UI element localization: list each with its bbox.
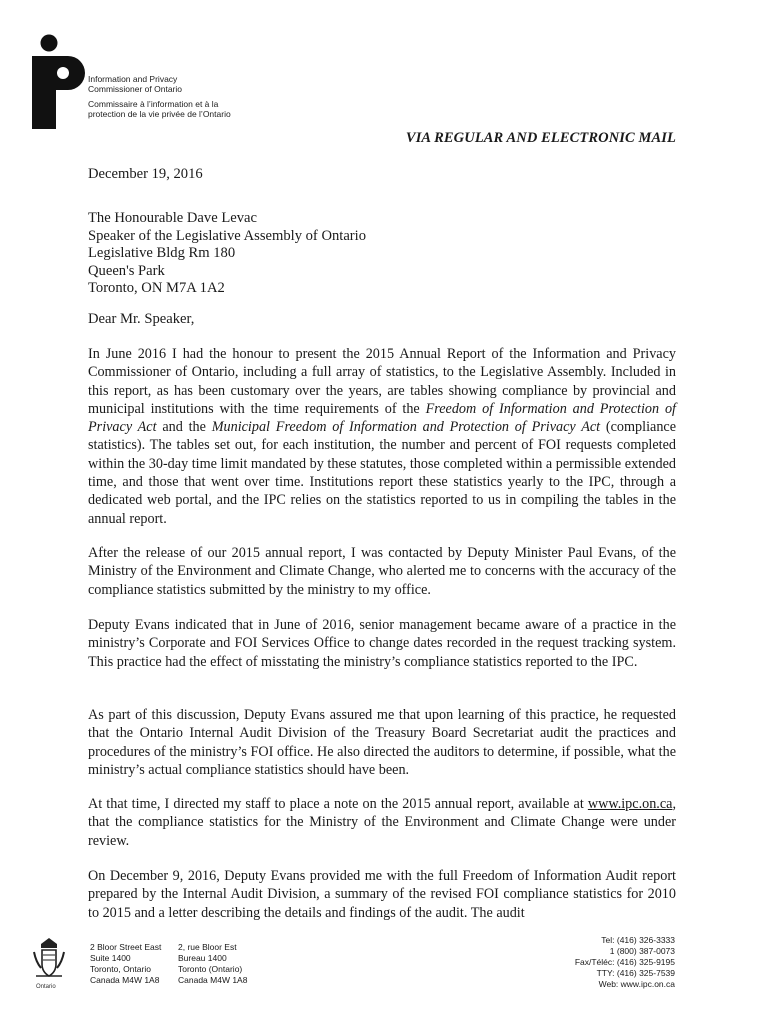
salutation: Dear Mr. Speaker,: [88, 311, 195, 327]
paragraph-6: On December 9, 2016, Deputy Evans provided me with the full Freedom of Information Audit report prepared by the Internal Audit Division, a summary of the revised FOI compliance statistics for 2010 to 2015 and a letter describing the details and findings of the audit. The audit: [88, 868, 676, 921]
recipient-address-line2: Queen's Park: [88, 262, 165, 279]
recipient-name: The Honourable Dave Levac: [88, 210, 257, 226]
fippa-act-title: Freedom of Information and Protection of Privacy Act: [88, 400, 677, 436]
paragraph-1-text-c: (compliance statistics). The tables set out, for each institution, the number and percent of FOI requests completed within the 30-day time limit mandated by these statutes, those completed within a permissible extended time, and those that went over time. Institutions report these statistics yearly to the IPC, through a dedicated web portal, and the IPC relies on the statistics reported to us in compiling the tables in the annual report.: [88, 419, 677, 527]
recipient-address: [88, 210, 366, 298]
footer-address-en-line: Canada M4W 1A8: [90, 975, 160, 985]
footer-address-en-line: Toronto, Ontario: [90, 964, 151, 974]
crest-label: Ontario: [36, 984, 56, 990]
paragraph-4: As part of this discussion, Deputy Evans assured me that upon learning of this practice, he requested that the Ontario Internal Audit Division of the Treasury Board Secretariat audit the practices and procedures of the ministry’s FOI office. He also directed the auditors to determine, if possible, what the ministry’s actual compliance statistics should have been.: [88, 707, 676, 778]
footer-address-fr-line: Toronto (Ontario): [178, 964, 243, 974]
paragraph-2: After the release of our 2015 annual report, I was contacted by Deputy Minister Paul Evans, of the Ministry of the Environment and Climate Change, who alerted me to concerns with the accuracy of the compliance statistics submitted by the ministry to my office.: [88, 545, 676, 598]
paragraph-1-text-a: In June 2016 I had the honour to present the 2015 Annual Report of the Information and Privacy Commissioner of Ontario, including a full array of statistics, to the Legislative Assembly. Included in this report, as has been customary over the years, are tables showing compliance by provincial and municipal institutions with the time requirements of the: [88, 346, 676, 417]
paragraph-5: [88, 795, 676, 850]
org-name-fr-line2: protection de la vie privée de l’Ontario: [88, 109, 231, 119]
recipient-title: Speaker of the Legislative Assembly of Ontario: [88, 227, 367, 244]
footer-address-en-line: Suite 1400: [90, 953, 131, 963]
paragraph-1: [88, 345, 676, 528]
footer-address-en: [90, 942, 161, 986]
recipient-address-line3: Toronto, ON M7A 1A2: [88, 280, 225, 296]
ipc-website-link[interactable]: www.ipc.on.ca: [587, 796, 673, 812]
footer-address-fr: [178, 942, 247, 986]
paragraph-5-text-a: At that time, I directed my staff to place a note on the 2015 annual report, available at: [88, 796, 588, 812]
delivery-method: VIA REGULAR AND ELECTRONIC MAIL: [405, 130, 676, 146]
org-name-fr-line1: Commissaire à l’information et à la: [88, 99, 219, 109]
org-name-en-line2: Commissioner of Ontario: [88, 84, 183, 94]
ipc-logo: [30, 34, 86, 130]
paragraph-5-text-b: , that the compliance statistics for the Ministry of the Environment and Climate Change were under review.: [88, 796, 676, 849]
footer-fax: Fax/Téléc: (416) 325-9195: [574, 957, 675, 967]
paragraph-1-text-b: and the: [156, 419, 212, 436]
footer-address-fr-line: 2, rue Bloor Est: [178, 942, 237, 952]
footer-web: Web: www.ipc.on.ca: [598, 979, 675, 989]
footer-phone: Tel: (416) 326-3333: [601, 935, 675, 945]
org-name-en-line1: Information and Privacy: [88, 74, 178, 84]
footer-address-fr-line: Bureau 1400: [178, 953, 227, 963]
footer-address-en-line: 2 Bloor Street East: [90, 942, 162, 952]
footer-address-fr-line: Canada M4W 1A8: [178, 975, 248, 985]
footer-tty: TTY: (416) 325-7539: [596, 968, 675, 978]
ontario-crest-icon: [32, 936, 66, 982]
footer-contact: [575, 935, 675, 990]
organization-name: [88, 74, 231, 119]
mfippa-act-title: Municipal Freedom of Information and Protection of Privacy Act: [211, 419, 601, 436]
footer-toll-free: 1 (800) 387-0073: [609, 946, 675, 956]
letter-date: December 19, 2016: [88, 166, 203, 182]
recipient-address-line1: Legislative Bldg Rm 180: [88, 245, 236, 261]
paragraph-3: Deputy Evans indicated that in June of 2016, senior management became aware of a practice in the ministry’s Corporate and FOI Services Office to change dates recorded in the request tracking system. This practice had the effect of misstating the ministry’s compliance statistics reported to the IPC.: [88, 617, 676, 670]
